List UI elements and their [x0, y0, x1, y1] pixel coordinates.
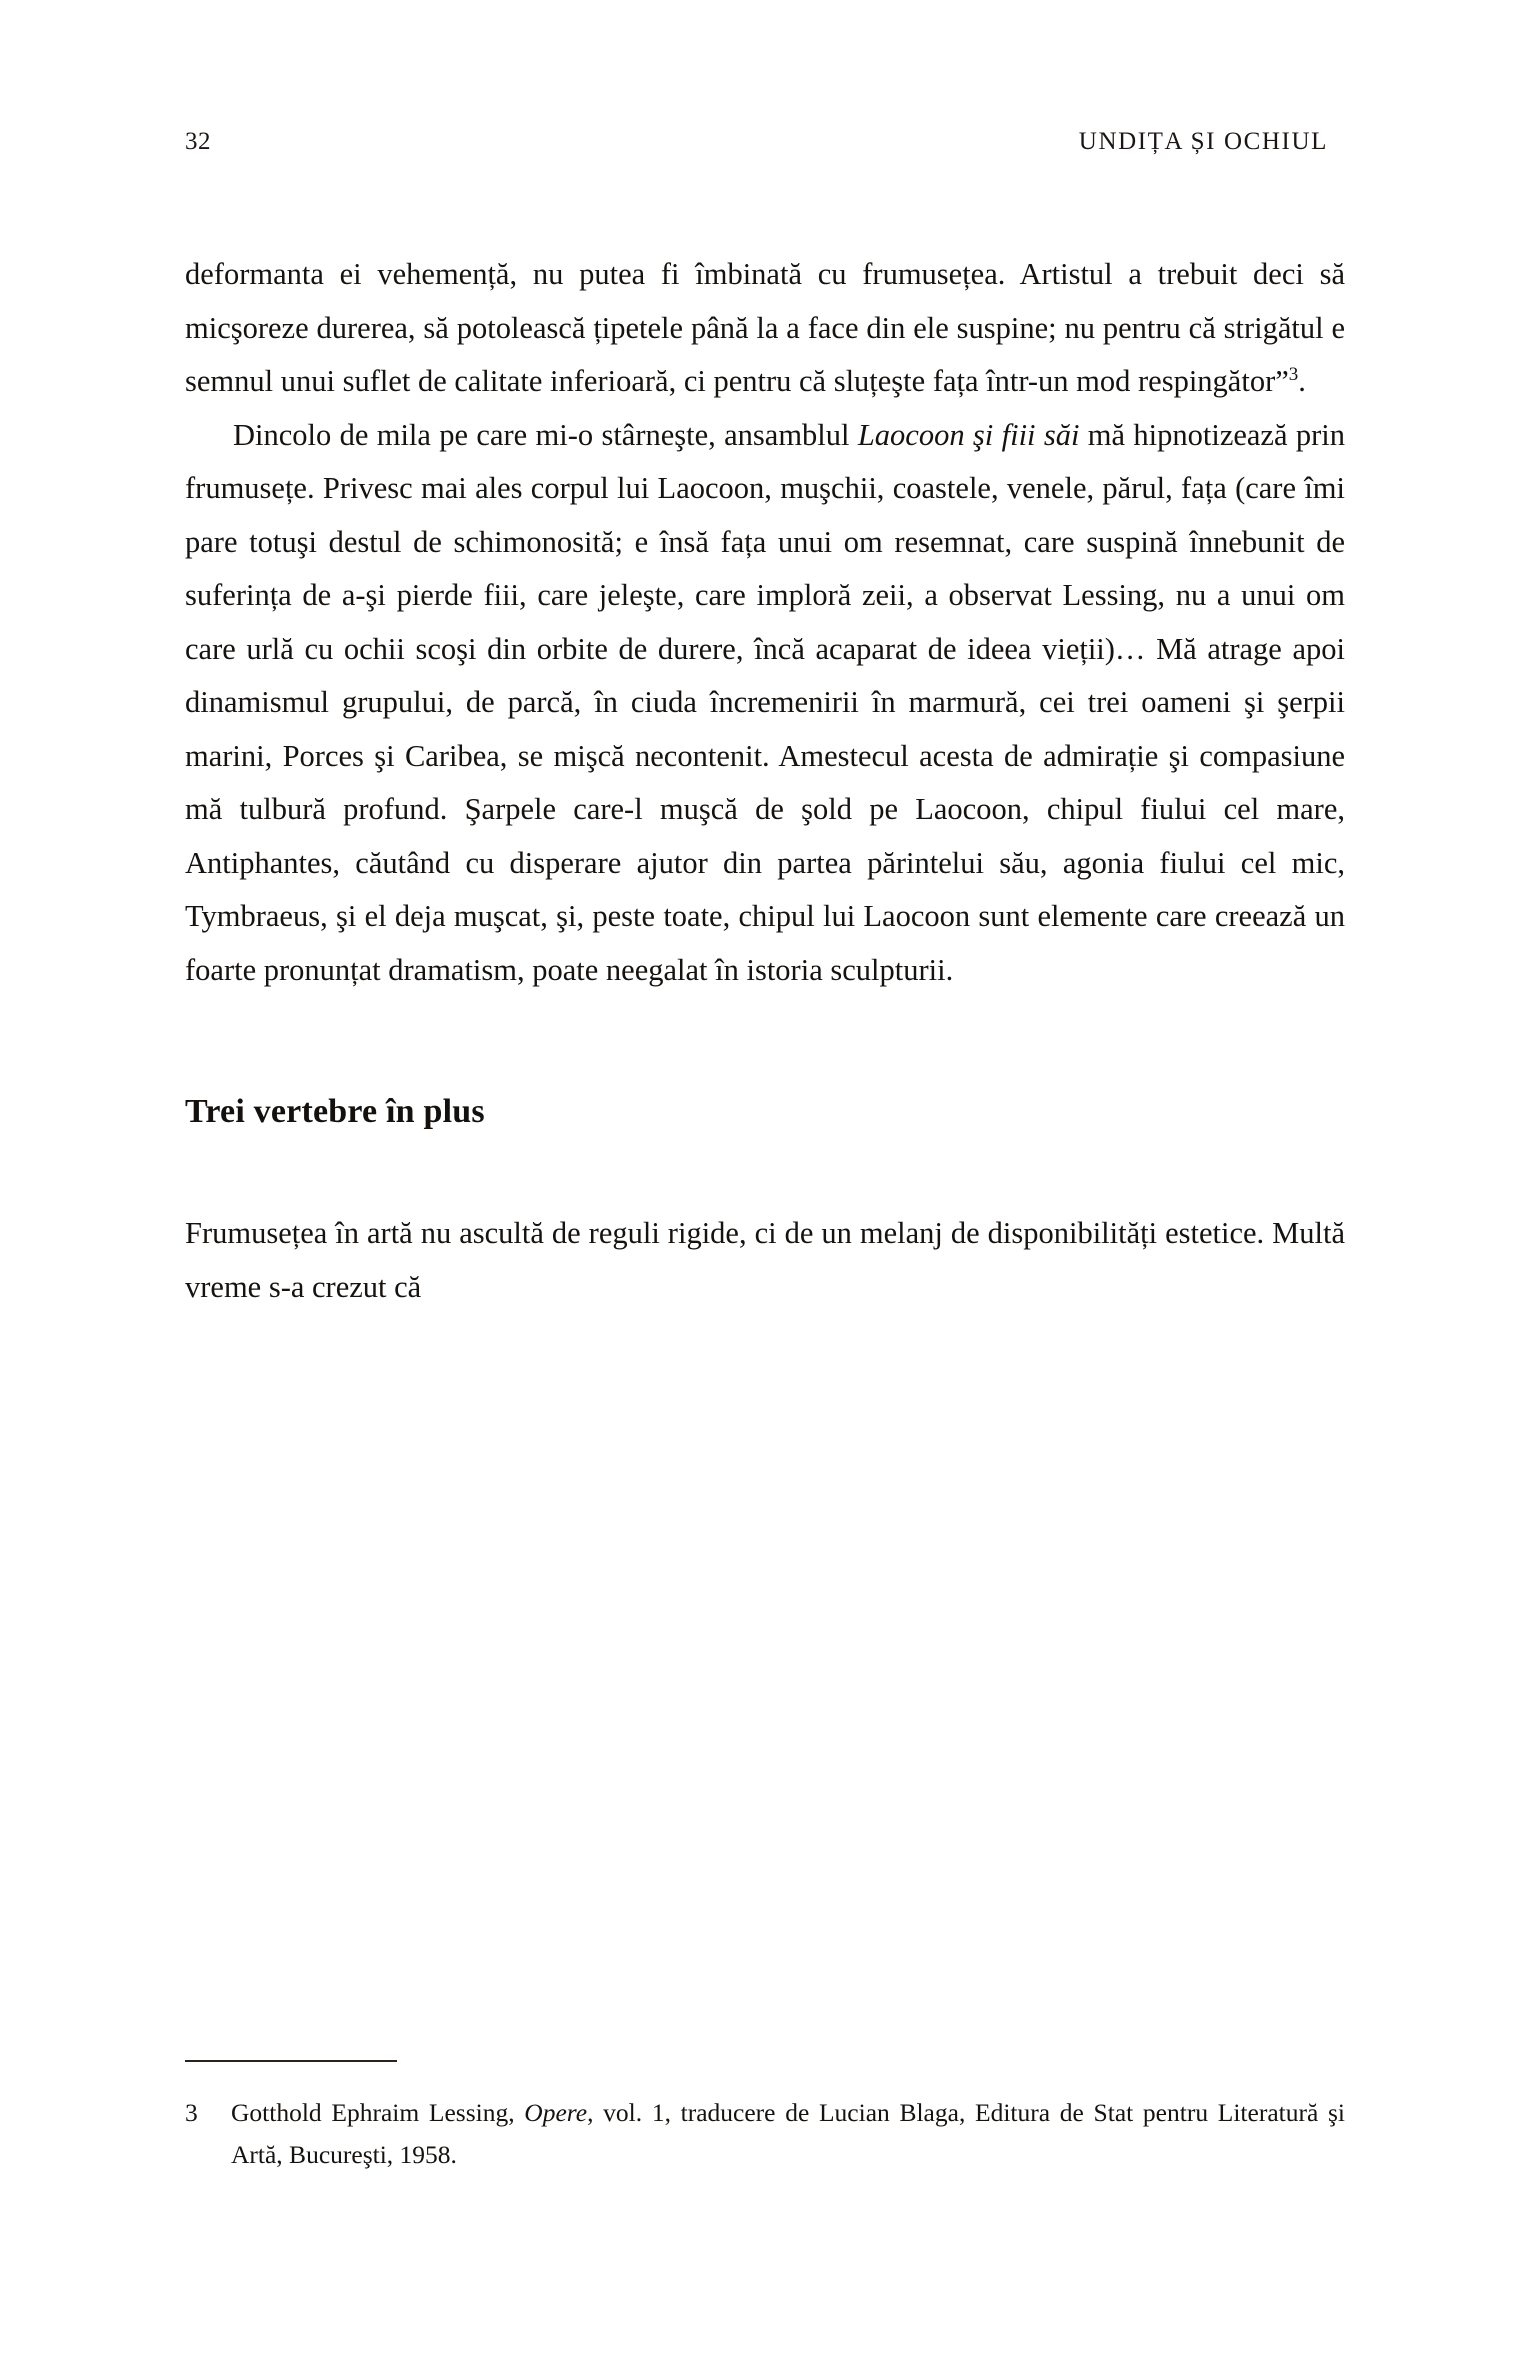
- paragraph-1-tail: .: [1298, 364, 1306, 398]
- body-text: [185, 248, 1345, 1314]
- running-head-title: UNDIȚA ȘI OCHIUL: [1078, 128, 1328, 155]
- paragraph-1-text: deformanta ei vehemență, nu putea fi îmbinată cu frumusețea. Artistul a trebuit deci să micşoreze durerea, să potolească țipetele până la a face din ele suspine; nu pentru că strigătul e semnul unui suflet de calitate inferioară, ci pentru că sluțeşte fața într-un mod respingător”: [185, 257, 1345, 398]
- footnote-item: [185, 2092, 1345, 2176]
- paragraph-2: [185, 409, 1345, 998]
- footnote-marker-3: 3: [1288, 363, 1299, 385]
- paragraph-2-part-b: mă hipnotizează prin frumusețe. Privesc mai ales corpul lui Laocoon, muşchii, coastele, venele, părul, fața (care îmi pare totuşi destul de schimonosită; e însă fața unui om resemnat, care suspină înnebunit de suferința de a-şi pierde fiii, care jeleşte, care imploră zeii, a observat Lessing, nu a unui om care urlă cu ochii scoşi din orbite de durere, încă acaparat de ideea vieții)… Mă atrage apoi dinamismul grupului, de parcă, în ciuda încremenirii în marmură, cei trei oameni şi şerpii marini, Porces şi Caribea, se mişcă necontenit. Amestecul acesta de admirație şi compasiune mă tulbură profund. Şarpele care-l muşcă de şold pe Laocoon, chipul fiului cel mare, Antiphantes, căutând cu disperare ajutor din partea părintelui său, agonia fiului cel mic, Tymbraeus, şi el deja muşcat, şi, peste toate, chipul lui Laocoon sunt elemente care creează un foarte pronunțat dramatism, poate neegalat în istoria sculpturii.: [185, 417, 1345, 987]
- footnote-text: [231, 2092, 1345, 2176]
- footnote-work-title: Opere: [524, 2098, 588, 2127]
- spacer-before-heading: [185, 997, 1345, 1089]
- paragraph-continued: [185, 248, 1345, 409]
- work-title-laocoon: Laocoon şi fiii săi: [857, 417, 1080, 452]
- running-head: [185, 128, 1350, 160]
- page-number: 32: [185, 128, 211, 155]
- footnote-number: 3: [185, 2098, 198, 2127]
- paragraph-3: Frumusețea în artă nu ascultă de reguli rigide, ci de un melanj de disponibilități estetice. Multă vreme s-a crezut că: [185, 1216, 1345, 1304]
- footnote-area: [185, 2060, 1345, 2176]
- section-heading: Trei vertebre în plus: [185, 1093, 485, 1130]
- paragraph-2-part-a: Dincolo de mila pe care mi-o stârneşte, ansamblul: [233, 417, 858, 452]
- spacer-after-heading: [185, 1135, 1345, 1207]
- footnote-separator-rule: [185, 2060, 397, 2062]
- footnote-text-part-b: , vol. 1, traducere de Lucian Blaga, Editura de Stat pentru Literatură şi Artă, Bucureşti, 1958.: [231, 2098, 1345, 2169]
- footnote-text-part-a: Gotthold Ephraim Lessing,: [231, 2098, 525, 2127]
